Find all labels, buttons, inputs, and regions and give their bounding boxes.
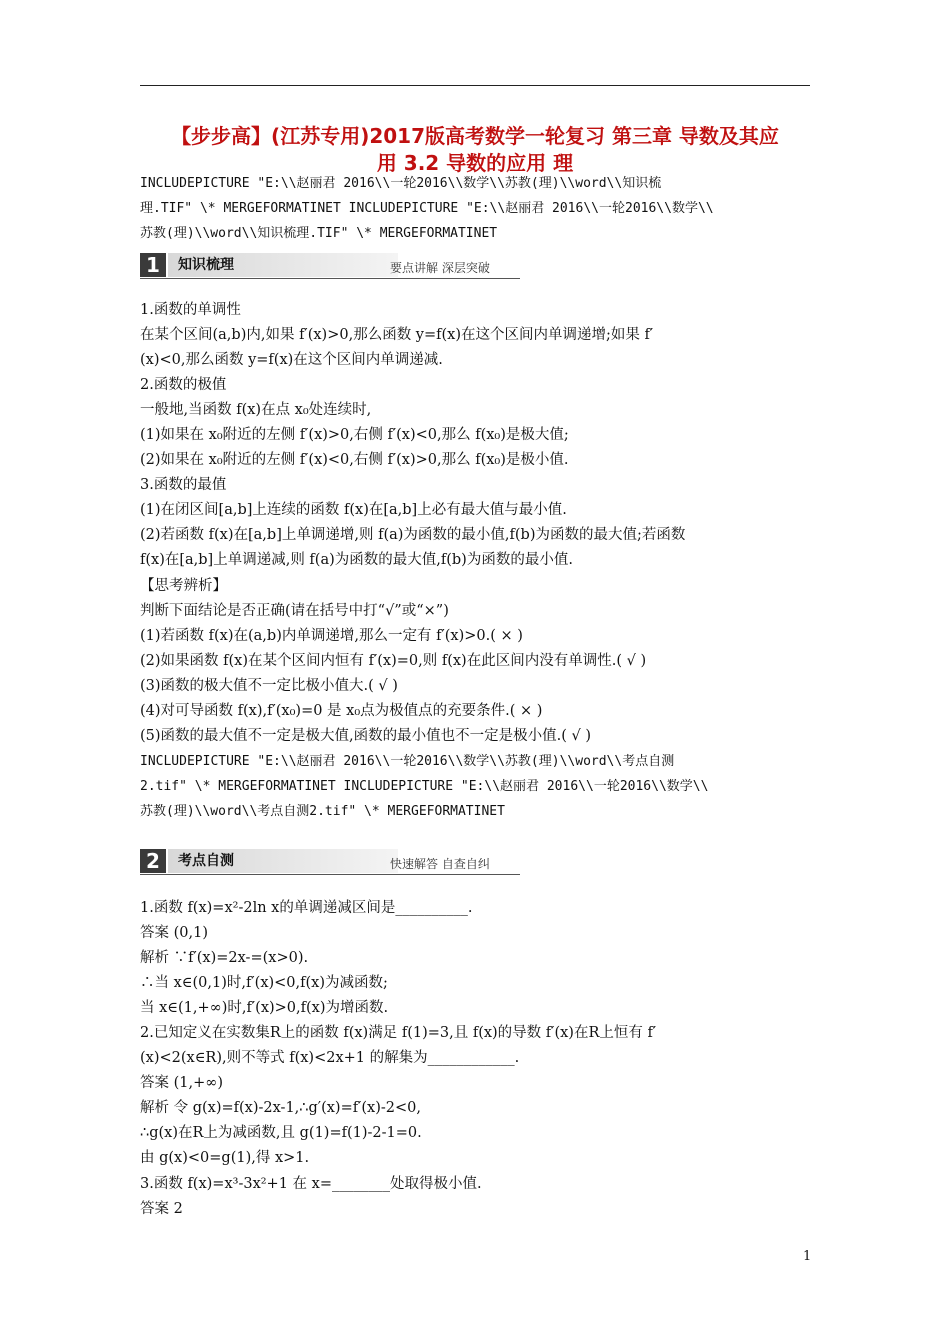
text-line: 2.函数的极值 [140, 377, 227, 393]
section-underline [140, 278, 520, 279]
page-number: 1 [803, 1249, 812, 1264]
include-field-text: 2.tif" \* MERGEFORMATINET INCLUDEPICTURE "E:\\赵丽君 2016\\一轮2016\\数学\\ [140, 779, 709, 794]
text-line: 一般地,当函数 f(x)在点 x₀处连续时, [140, 402, 372, 418]
text-line: 在某个区间(a,b)内,如果 f′(x)>0,那么函数 y=f(x)在这个区间内单调递增;如果 f′ [140, 327, 654, 343]
text-line: ∴g(x)在R上为减函数,且 g(1)=f(1)-2-1=0. [140, 1125, 422, 1141]
include-field-text: 苏教(理)\\word\\知识梳理.TIF" \* MERGEFORMATINET [140, 226, 498, 241]
text-line: (5)函数的最大值不一定是极大值,函数的最小值也不一定是极小值.( √ ) [140, 728, 592, 744]
section-number: 1 [140, 253, 166, 277]
text-line: (2)如果函数 f(x)在某个区间内恒有 f′(x)=0,则 f(x)在此区间内没有单调性.( √ ) [140, 653, 647, 669]
text-line: 3.函数的最值 [140, 477, 227, 493]
text-line: 3.函数 f(x)=x³-3x²+1 在 x=________处取得极小值. [140, 1176, 482, 1192]
text-line: 答案 (1,+∞) [140, 1075, 223, 1091]
text-line: (3)函数的极大值不一定比极小值大.( √ ) [140, 678, 398, 694]
text-line: (1)在闭区间[a,b]上连续的函数 f(x)在[a,b]上必有最大值与最小值. [140, 502, 567, 518]
text-line: 答案 (0,1) [140, 925, 208, 941]
section-label: 考点自测 [168, 849, 398, 873]
include-field-text: INCLUDEPICTURE "E:\\赵丽君 2016\\一轮2016\\数学\\苏教(理)\\word\\考点自测 [140, 754, 675, 769]
text-line: f(x)在[a,b]上单调递减,则 f(a)为函数的最大值,f(b)为函数的最小值. [140, 552, 573, 568]
text-line: 解析 令 g(x)=f(x)-2x-1,∴g′(x)=f′(x)-2<0, [140, 1100, 421, 1116]
text-line: 1.函数的单调性 [140, 302, 241, 318]
text-line: ∴当 x∈(0,1)时,f′(x)<0,f(x)为减函数; [140, 975, 388, 991]
text-line: 解析 ∵f′(x)=2x-=(x>0). [140, 950, 309, 966]
title-line-1: 【步步高】(江苏专用)2017版高考数学一轮复习 第三章 导数及其应 [171, 124, 779, 148]
text-line: 答案 2 [140, 1201, 183, 1217]
section-subtitle: 快速解答 自查自纠 [390, 857, 490, 871]
text-line: (x)<2(x∈R),则不等式 f(x)<2x+1 的解集为____________. [140, 1050, 520, 1066]
text-line: 2.已知定义在实数集R上的函数 f(x)满足 f(1)=3,且 f(x)的导数 f′(x)在R上恒有 f′ [140, 1025, 657, 1041]
section-subtitle: 要点讲解 深层突破 [390, 261, 490, 275]
text-line: (x)<0,那么函数 y=f(x)在这个区间内单调递减. [140, 352, 443, 368]
section-underline [140, 874, 520, 875]
document-title [130, 123, 820, 177]
text-line: 1.函数 f(x)=x²-2ln x的单调递减区间是__________. [140, 900, 473, 916]
section-header-selftest [140, 849, 520, 873]
text-line: 【思考辨析】 [140, 578, 227, 594]
include-field-text: 理.TIF" \* MERGEFORMATINET INCLUDEPICTURE "E:\\赵丽君 2016\\一轮2016\\数学\\ [140, 201, 714, 216]
text-line: 由 g(x)<0=g(1),得 x>1. [140, 1150, 310, 1166]
include-field-text: 苏教(理)\\word\\考点自测2.tif" \* MERGEFORMATINET [140, 804, 505, 819]
text-line: (1)如果在 x₀附近的左侧 f′(x)>0,右侧 f′(x)<0,那么 f(x₀)是极大值; [140, 427, 569, 443]
text-line: (1)若函数 f(x)在(a,b)内单调递增,那么一定有 f′(x)>0.( × ) [140, 628, 523, 644]
section-label: 知识梳理 [168, 253, 398, 277]
text-line: 当 x∈(1,+∞)时,f′(x)>0,f(x)为增函数. [140, 1000, 389, 1016]
header-rule [140, 85, 810, 86]
text-line: (2)若函数 f(x)在[a,b]上单调递增,则 f(a)为函数的最小值,f(b)为函数的最大值;若函数 [140, 527, 686, 543]
text-line: 判断下面结论是否正确(请在括号中打“√”或“×”) [140, 603, 449, 619]
section-header-knowledge [140, 253, 520, 277]
title-line-2: 用 3.2 导数的应用 理 [376, 151, 574, 175]
include-field-text: INCLUDEPICTURE "E:\\赵丽君 2016\\一轮2016\\数学\\苏教(理)\\word\\知识梳 [140, 176, 662, 191]
section-number: 2 [140, 849, 166, 873]
text-line: (2)如果在 x₀附近的左侧 f′(x)<0,右侧 f′(x)>0,那么 f(x₀)是极小值. [140, 452, 569, 468]
text-line: (4)对可导函数 f(x),f′(x₀)=0 是 x₀点为极值点的充要条件.( × ) [140, 703, 543, 719]
